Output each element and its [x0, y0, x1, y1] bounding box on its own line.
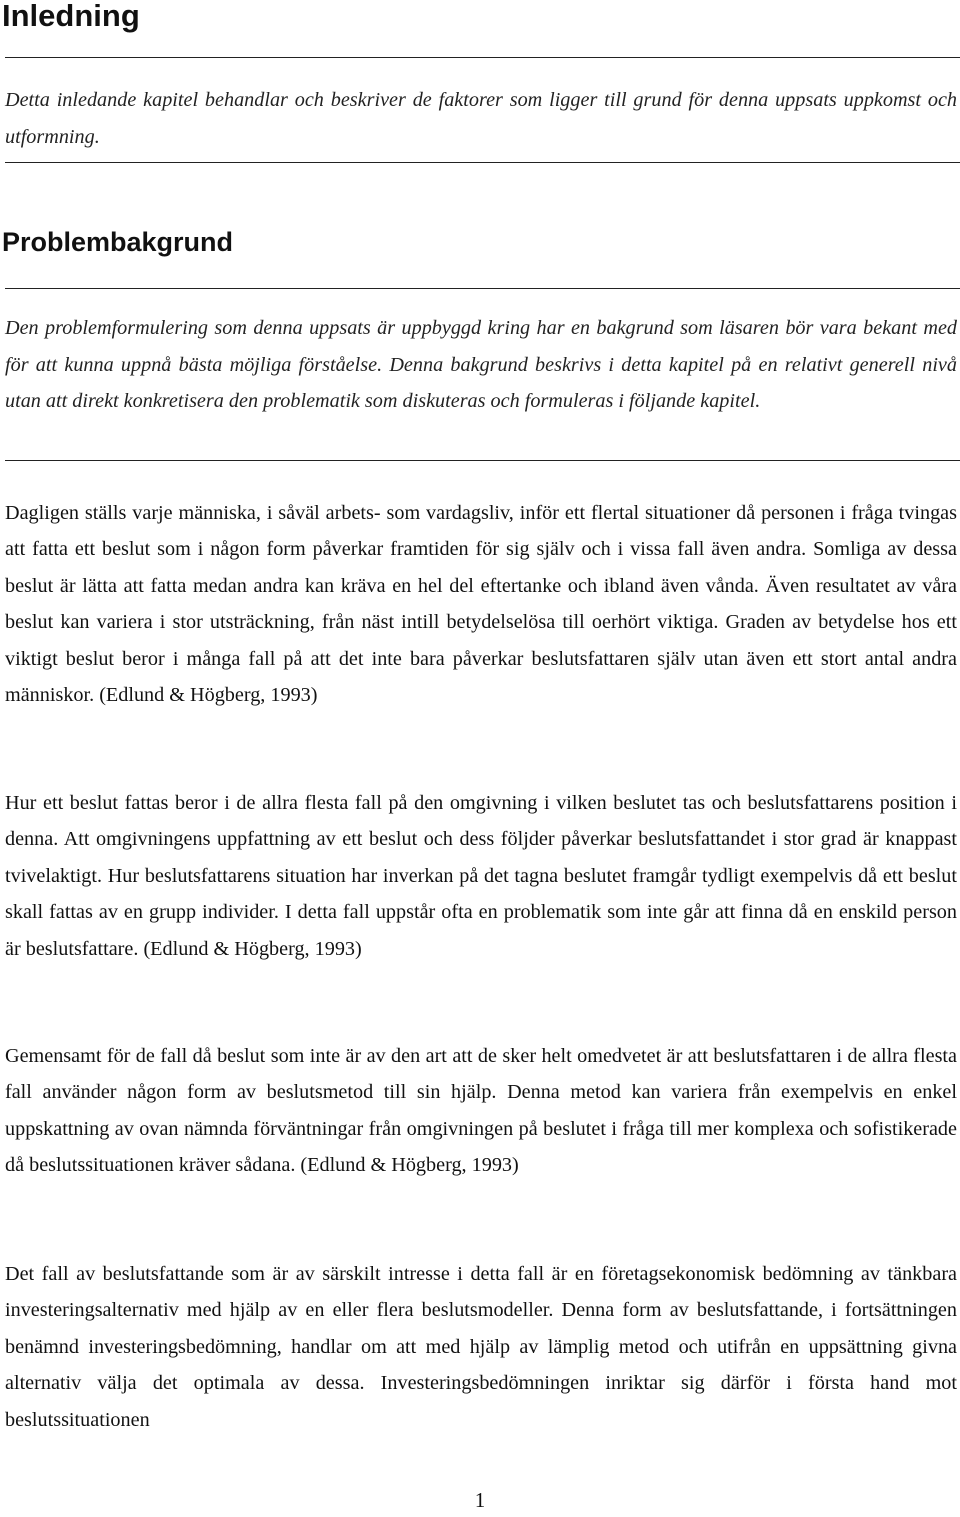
- subheading-rule-top: [5, 288, 960, 289]
- page-number: 1: [474, 1488, 486, 1512]
- subheading-rule-bottom: [5, 460, 960, 461]
- body-paragraph: Gemensamt för de fall då beslut som inte är av den art att de sker helt omedvetet är att beslutsfattaren i de allra flesta fall använder någon form av beslutsmetod till sin hjälp. Denna metod kan variera från exempelvis en enkel uppskattning av ovan nämnda förväntningar från omgivningen på beslutet i fråga till mer komplexa och sofistikerade då beslutssituationen kräver sådana. (Edlund & Högberg, 1993): [5, 1045, 957, 1177]
- heading-rule-bottom: [5, 162, 960, 163]
- body-paragraph: Dagligen ställs varje människa, i såväl arbets- som vardagsliv, inför ett flertal situationer då personen i fråga tvingas att fatta ett beslut som i någon form påverkar framtiden för sig själv och i vissa fall även andra. Somliga av dessa beslut är lätta att fatta medan andra kan kräva en hel del eftertanke och ibland även vånda. Även resultatet av våra beslut kan variera i stor utsträckning, från näst intill betydelselösa till oerhört viktiga. Graden av betydelse hos ett viktigt beslut beror i många fall på att det inte bara påverkar beslutsfattaren själv utan även ett stort antal andra människor. (Edlund & Högberg, 1993): [5, 502, 957, 707]
- subsection-heading: Problembakgrund: [2, 227, 234, 257]
- body-paragraph: Det fall av beslutsfattande som är av särskilt intresse i detta fall är en företagsekonomisk bedömning av tänkbara investeringsalternativ med hjälp av en eller flera beslutsmodeller. Denna form av beslutsfattande, i fortsättningen benämnd investeringsbedömning, handlar om att med hjälp av lämplig metod och utifrån en uppsättning givna alternativ välja det optimala av dessa. Investeringsbedömningen inriktar sig därför i första hand mot beslutssituationen: [5, 1263, 957, 1431]
- section-heading: Inledning: [2, 0, 140, 33]
- subsection-intro: Den problemformulering som denna uppsats är uppbyggd kring har en bakgrund som läsaren bör vara bekant med för att kunna uppnå bästa möjliga förståelse. Denna bakgrund beskrivs i detta kapitel på en relativt generell nivå utan att direkt konkretisera den problematik som diskuteras och formuleras i följande kapitel.: [5, 317, 957, 412]
- body-paragraph: Hur ett beslut fattas beror i de allra flesta fall på den omgivning i vilken beslutet tas och beslutsfattarens position i denna. Att omgivningens uppfattning av ett beslut och dess följder påverkar beslutsfattandet i stor grad är knappast tvivelaktigt. Hur beslutsfattarens situation har inverkan på det tagna beslutet framgår tydligt exempelvis då ett beslut skall fattas av en grupp individer. I detta fall uppstår ofta en problematik som inte går att finna då en enskild person är beslutsfattare. (Edlund & Högberg, 1993): [5, 792, 957, 960]
- section-intro: Detta inledande kapitel behandlar och beskriver de faktorer som ligger till grund för denna uppsats uppkomst och utformning.: [5, 89, 957, 148]
- heading-rule-top: [5, 57, 960, 58]
